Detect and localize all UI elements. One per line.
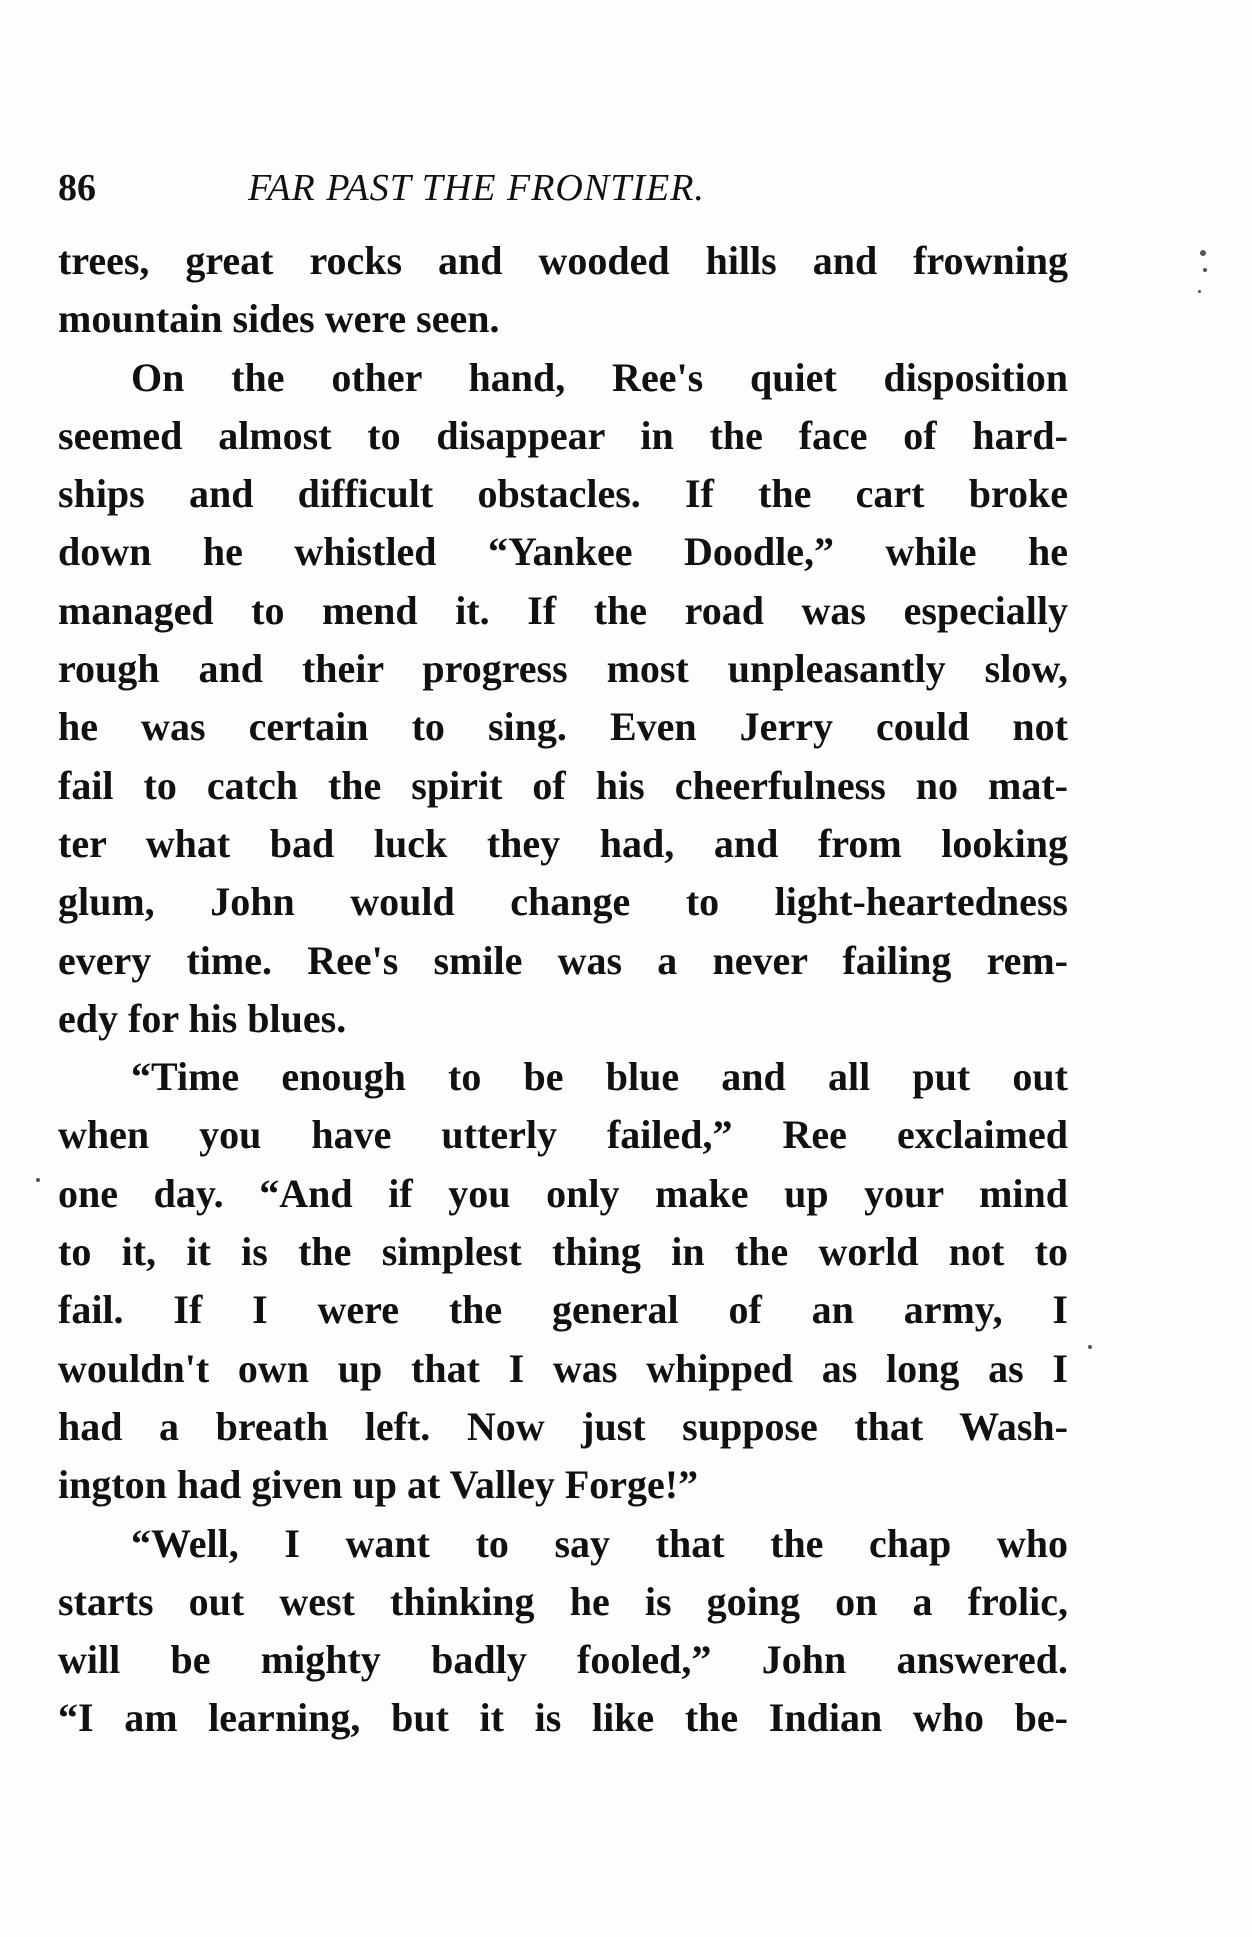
- text-line: fail to catch the spirit of his cheerfulness no mat-: [58, 762, 1068, 808]
- text-line: fail. If I were the general of an army, I: [58, 1287, 1068, 1333]
- scan-speck: [1088, 1345, 1092, 1349]
- text-line: managed to mend it. If the road was especially: [58, 587, 1068, 633]
- text-line: ington had given up at Valley Forge!”: [58, 1462, 699, 1508]
- text-line: glum, John would change to light-heartedness: [58, 879, 1068, 925]
- text-line: wouldn't own up that I was whipped as long as I: [58, 1345, 1068, 1391]
- text-line: trees, great rocks and wooded hills and frowning: [58, 238, 1068, 283]
- text-line: he was certain to sing. Even Jerry could not: [58, 704, 1068, 750]
- running-head: [58, 158, 1068, 218]
- text-line: ships and difficult obstacles. If the cart broke: [58, 471, 1068, 517]
- text-line: had a breath left. Now just suppose that Wash-: [58, 1403, 1068, 1449]
- text-line: starts out west thinking he is going on a frolic,: [58, 1578, 1068, 1624]
- text-line: down he whistled “Yankee Doodle,” while he: [58, 529, 1068, 575]
- scan-speck: [1198, 290, 1201, 293]
- scan-speck: [36, 1178, 40, 1182]
- text-line: mountain sides were seen.: [58, 296, 500, 342]
- scan-speck: [1200, 250, 1206, 256]
- text-line: when you have utterly failed,” Ree exclaimed: [58, 1112, 1068, 1158]
- text-line: “I am learning, but it is like the Indian who be-: [58, 1695, 1068, 1741]
- text-line: every time. Ree's smile was a never failing rem-: [58, 937, 1068, 983]
- text-line: to it, it is the simplest thing in the world not to: [58, 1229, 1068, 1275]
- scan-speck: [1203, 268, 1207, 272]
- running-title: FAR PAST THE FRONTIER.: [248, 167, 705, 209]
- body-text: [58, 232, 1068, 1748]
- text-line: “Well, I want to say that the chap who: [131, 1520, 1068, 1566]
- text-line: seemed almost to disappear in the face of hard-: [58, 412, 1068, 458]
- text-line: one day. “And if you only make up your mind: [58, 1170, 1068, 1216]
- text-line: will be mighty badly fooled,” John answered.: [58, 1637, 1068, 1683]
- text-line: ter what bad luck they had, and from looking: [58, 820, 1068, 866]
- page-number: 86: [58, 167, 96, 209]
- text-line: rough and their progress most unpleasantly slow,: [58, 646, 1068, 692]
- text-line: On the other hand, Ree's quiet disposition: [131, 354, 1068, 400]
- text-line: “Time enough to be blue and all put out: [131, 1054, 1068, 1100]
- text-line: edy for his blues.: [58, 995, 347, 1041]
